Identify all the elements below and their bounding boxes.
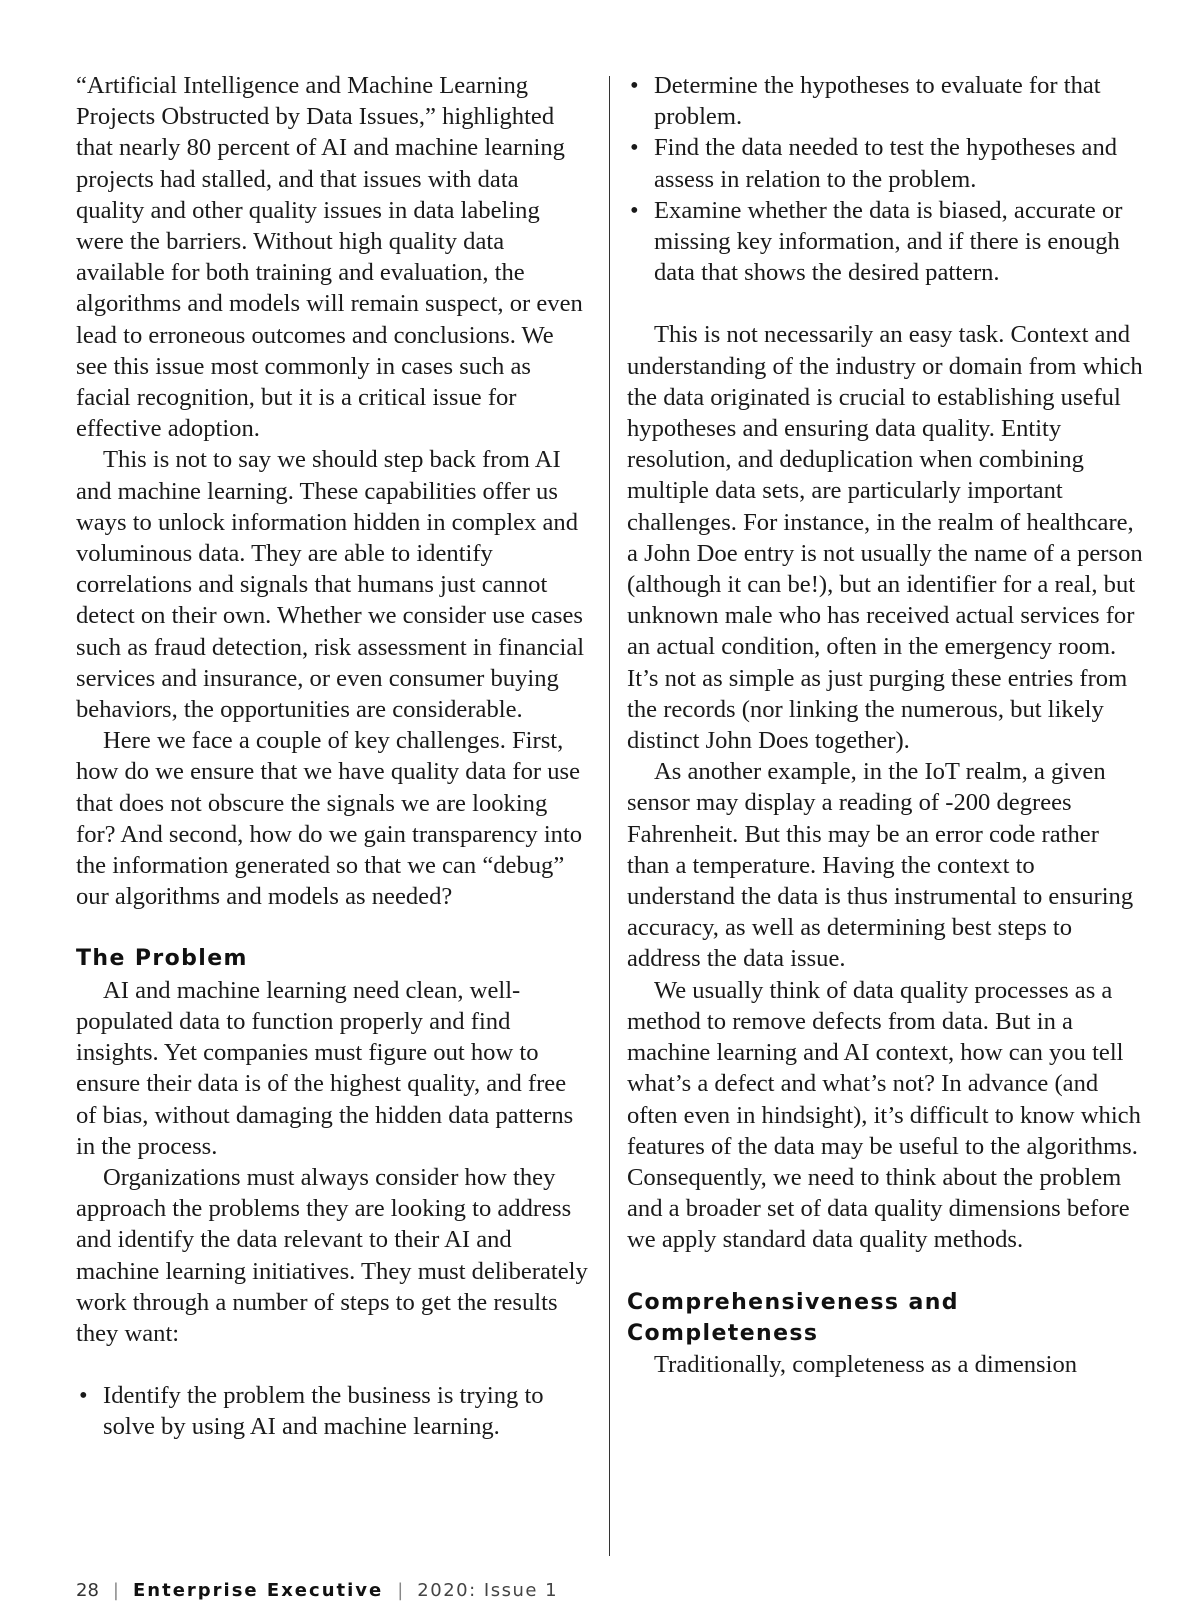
left-column [76,70,590,1443]
column-divider [609,76,610,1556]
paragraph: “Artificial Intelligence and Machine Learning Projects Obstructed by Data Issues,” highlighted that nearly 80 percent of AI and machine learning projects had stalled, and that issues with data quality and other quality issues in data labeling were the barriers. Without high quality data available for both training and evaluation, the algorithms and models will remain suspect, or even lead to erroneous outcomes and conclusions. We see this issue most commonly in cases such as facial recognition, but it is a critical issue for effective adoption. [76,72,583,443]
paragraph: AI and machine learning need clean, well-populated data to function properly and find insights. Yet companies must figure out how to ensure their data is of the highest quality, and free of bias, without damaging the hidden data patterns in the process. [76,976,574,1160]
issue-label: 2020: Issue 1 [417,1580,559,1601]
paragraph: This is not to say we should step back from AI and machine learning. These capabilities offer us ways to unlock information hidden in complex and voluminous data. They are able to identify correlations and signals that humans just cannot detect on their own. Whether we consider use cases such as fraud detection, risk assessment in financial services and insurance, or even consumer buying behaviors, the opportunities are considerable. [76,446,585,724]
section-heading-the-problem: The Problem [76,946,248,972]
bullet-list [627,70,1147,288]
paragraph: This is not necessarily an easy task. Context and understanding of the industry or domain from which the data originated is crucial to establishing useful hypotheses and ensuring data quality. Entity resolution, and deduplication when combining multiple data sets, are particularly important challenges. For instance, in the realm of healthcare, a John Doe entry is not usually the name of a person (although it can be!), but an identifier for a real, but unknown male who has received actual services for an actual condition, often in the emergency room. It’s not as simple as just purging these entries from the records (nor linking the numerous, but likely distinct John Does together). [627,321,1143,755]
footer-separator: | [112,1580,119,1601]
paragraph: As another example, in the IoT realm, a given sensor may display a reading of -200 degrees Fahrenheit. But this may be an error code rather than a temperature. Having the context to understand the data is thus instrumental to ensuring accuracy, as well as determining best steps to address the data issue. [627,758,1134,973]
list-item: • Examine whether the data is biased, accurate or missing key information, and if there is enough data that shows the desired pattern. [627,195,1147,289]
page-number: 28 [76,1580,99,1601]
magazine-name: Enterprise Executive [132,1580,384,1601]
bullet-list [76,1380,590,1442]
list-item: • Determine the hypotheses to evaluate for that problem. [627,70,1147,132]
list-item: • Find the data needed to test the hypotheses and assess in relation to the problem. [627,132,1147,194]
page-footer [76,1579,558,1603]
paragraph: Traditionally, completeness as a dimension [654,1350,1078,1378]
right-column [627,70,1147,1380]
paragraph: We usually think of data quality processes as a method to remove defects from data. But in a machine learning and AI context, how can you tell what’s a defect and what’s not? In advance (and often even in hindsight), it’s difficult to know which features of the data may be useful to the algorithms. Consequently, we need to think about the problem and a broader set of data quality dimensions before we apply standard data quality methods. [627,976,1141,1254]
paragraph: Here we face a couple of key challenges. First, how do we ensure that we have quality data for use that does not obscure the signals we are looking for? And second, how do we gain transparency into the information generated so that we can “debug” our algorithms and models as needed? [76,727,583,911]
footer-separator: | [397,1580,404,1601]
list-item: • Identify the problem the business is trying to solve by using AI and machine learning. [76,1380,590,1442]
section-heading-comprehensiveness: Comprehensiveness and Completeness [627,1289,959,1346]
paragraph: Organizations must always consider how they approach the problems they are looking to address and identify the data relevant to their AI and machine learning initiatives. They must deliberately work through a number of steps to get the results they want: [76,1163,588,1347]
